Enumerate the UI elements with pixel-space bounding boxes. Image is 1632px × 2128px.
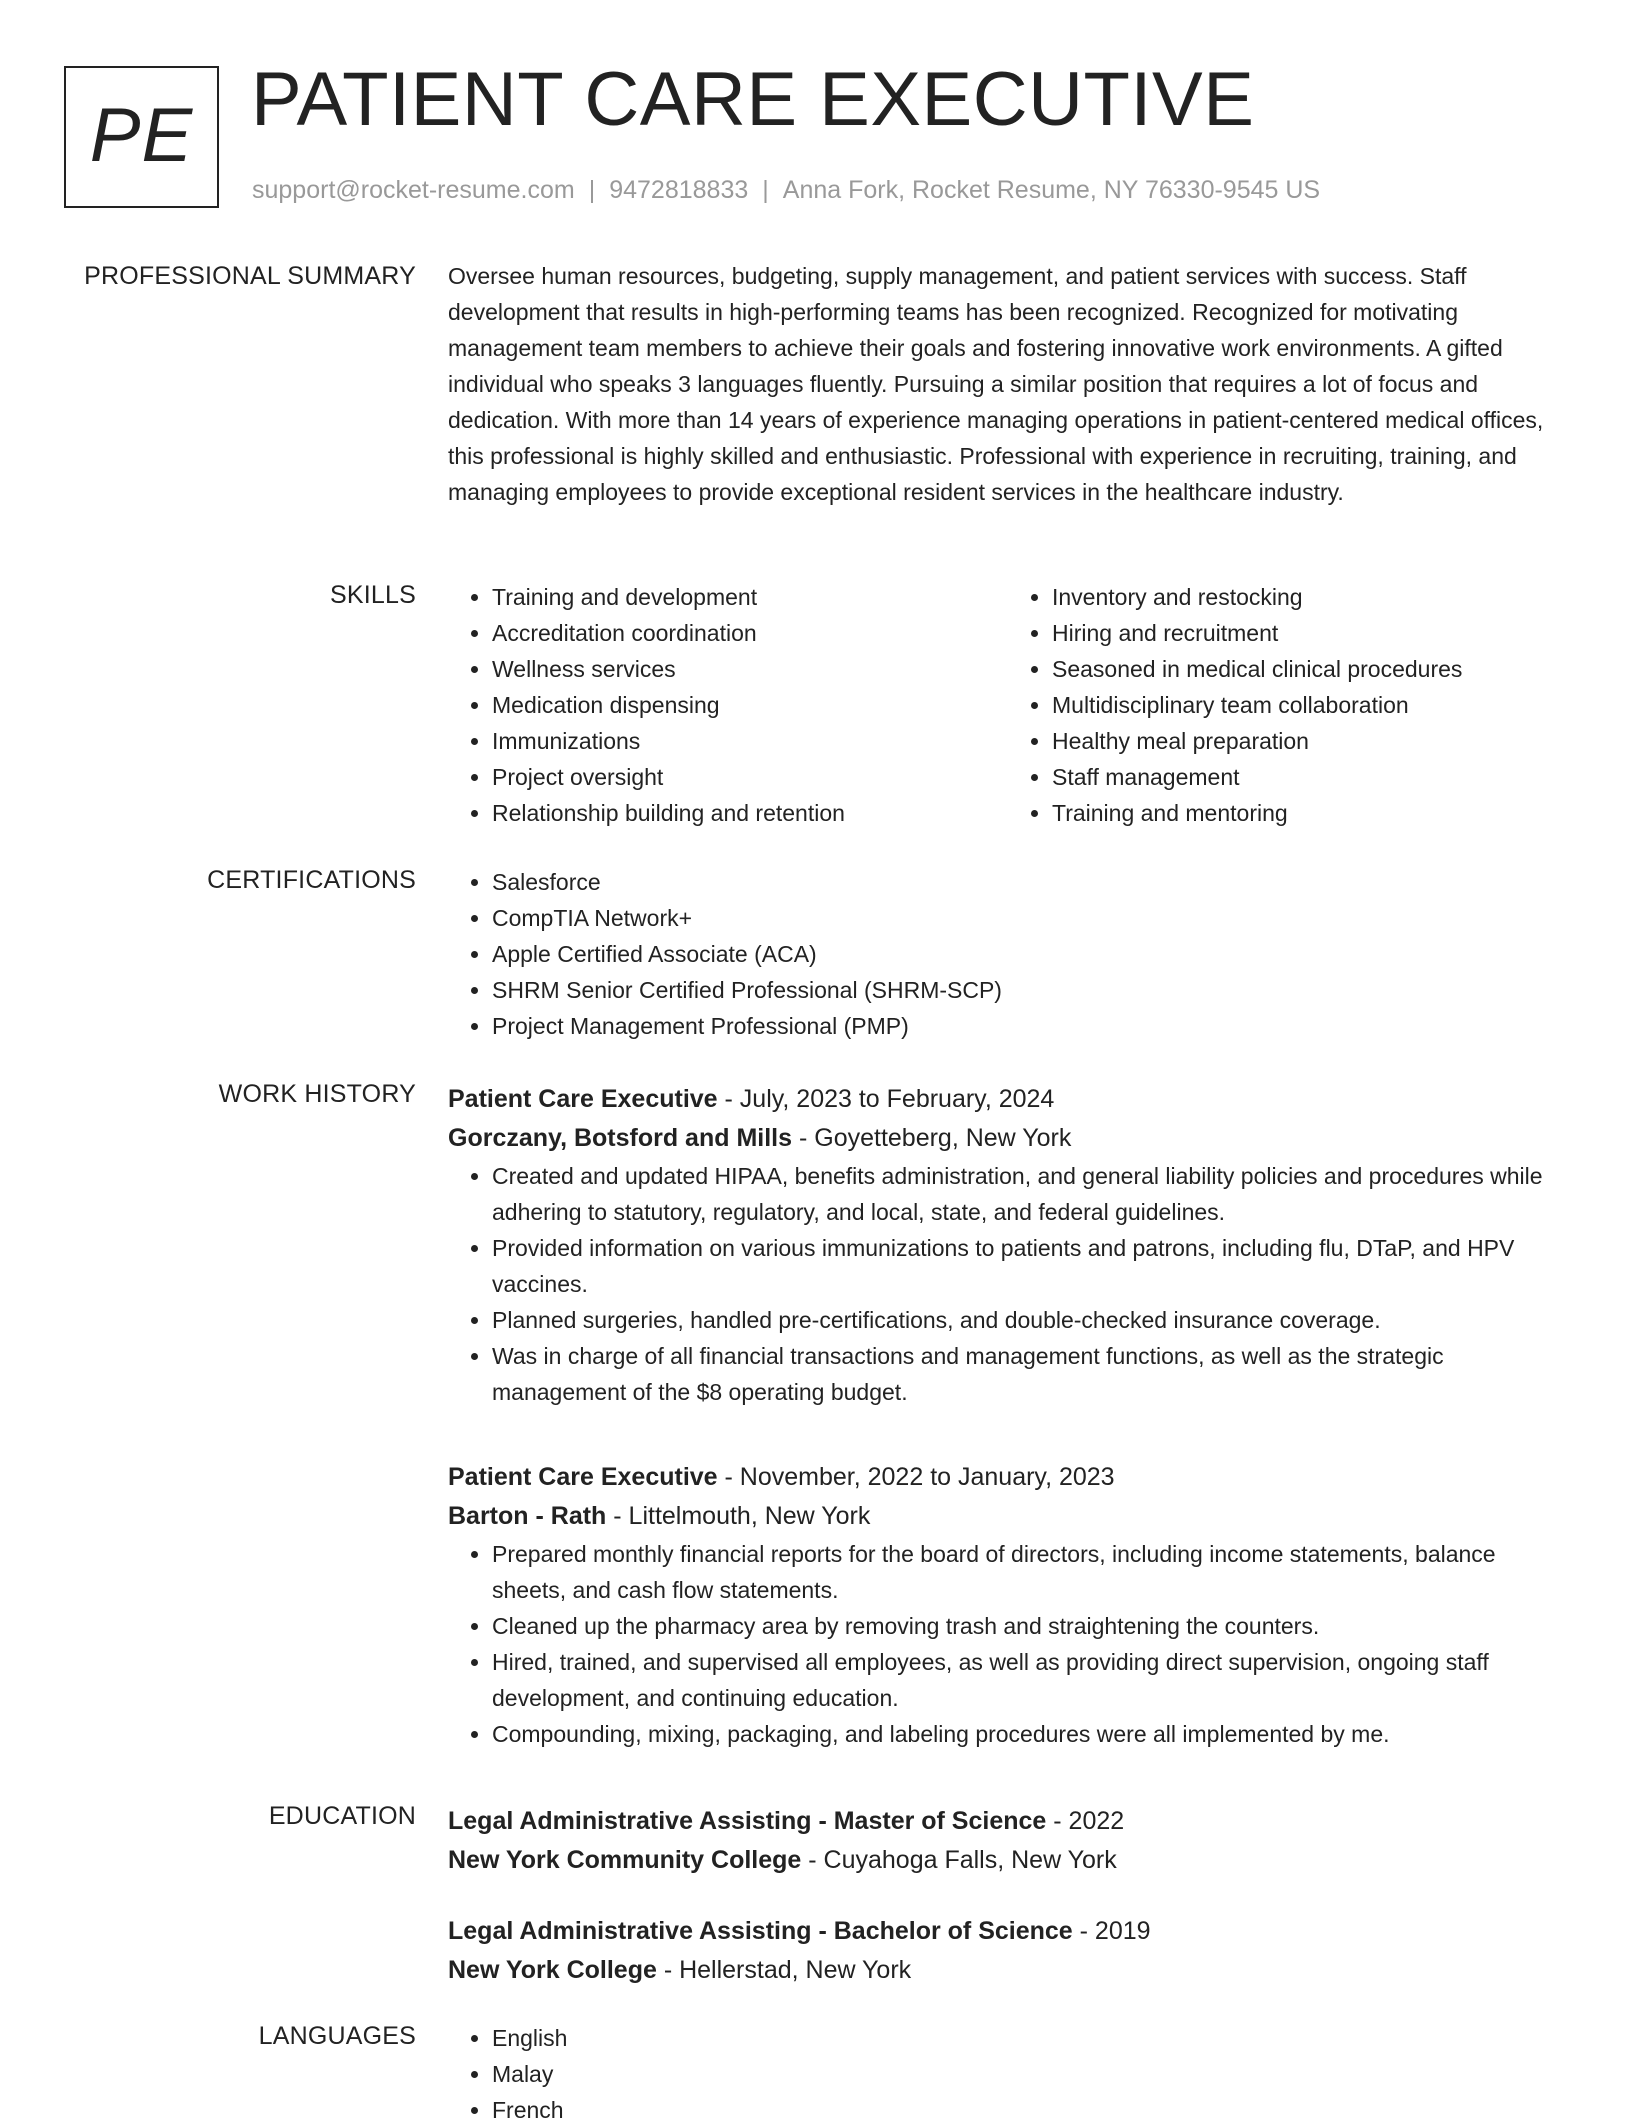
certifications-list xyxy=(448,864,1568,1044)
list-item: • French xyxy=(492,2092,1568,2128)
education-location: - Hellerstad, New York xyxy=(656,1956,912,1984)
list-item: • Compounding, mixing, packaging, and labeling procedures were all implemented by me. xyxy=(492,1716,1568,1752)
education-degree-line xyxy=(448,1912,1568,1951)
section-heading: SKILLS xyxy=(330,581,416,609)
list-item: • Hiring and recruitment xyxy=(1052,615,1568,651)
job-title-line xyxy=(448,1080,1568,1119)
education-school: New York Community College xyxy=(448,1846,802,1874)
list-item: • Multidisciplinary team collaboration xyxy=(1052,687,1568,723)
section-heading: EDUCATION xyxy=(268,1802,416,1830)
list-item: • Provided information on various immunizations to patients and patrons, including flu, DTaP, and HPV vaccines. xyxy=(492,1230,1568,1302)
section-content xyxy=(448,1802,1568,1990)
section-heading: WORK HISTORY xyxy=(218,1080,416,1108)
contact-email: support@rocket-resume.com xyxy=(252,176,575,204)
education-degree: Legal Administrative Assisting - Master of Science xyxy=(448,1807,1047,1835)
education-year: - 2019 xyxy=(1072,1917,1151,1945)
list-item: • Salesforce xyxy=(492,864,1568,900)
job-company: Barton - Rath xyxy=(448,1502,607,1530)
section-content xyxy=(448,864,1568,1044)
list-item: • Relationship building and retention xyxy=(492,795,1008,831)
list-item: • Project oversight xyxy=(492,759,1008,795)
job-company-line xyxy=(448,1497,1568,1536)
list-item: • Healthy meal preparation xyxy=(1052,723,1568,759)
list-item: • Apple Certified Associate (ACA) xyxy=(492,936,1568,972)
education-degree-line xyxy=(448,1802,1568,1841)
list-item: • Wellness services xyxy=(492,651,1008,687)
section-heading: PROFESSIONAL SUMMARY xyxy=(84,262,416,290)
list-item: • Created and updated HIPAA, benefits administration, and general liability policies and procedures while adhering to statutory, regulatory, and local, state, and federal guidelines. xyxy=(492,1158,1568,1230)
list-item: • SHRM Senior Certified Professional (SHRM-SCP) xyxy=(492,972,1568,1008)
list-item: • Malay xyxy=(492,2056,1568,2092)
section-content xyxy=(448,1458,1568,1752)
contact-separator: | xyxy=(588,176,596,204)
job-entry xyxy=(448,1080,1568,1410)
list-item: • Planned surgeries, handled pre-certifications, and double-checked insurance coverage. xyxy=(492,1302,1568,1338)
job-company: Gorczany, Botsford and Mills xyxy=(448,1124,793,1152)
section-heading: CERTIFICATIONS xyxy=(207,866,416,894)
section-content xyxy=(448,1080,1568,1410)
list-item: • Staff management xyxy=(1052,759,1568,795)
contact-separator: | xyxy=(762,176,769,204)
contact-address: Anna Fork, Rocket Resume, NY 76330-9545 US xyxy=(782,176,1321,204)
job-title: Patient Care Executive xyxy=(448,1085,718,1113)
education-school: New York College xyxy=(448,1956,657,1984)
list-item: • Immunizations xyxy=(492,723,1008,759)
list-item: • Training and development xyxy=(492,579,1008,615)
list-item: • Project Management Professional (PMP) xyxy=(492,1008,1568,1044)
section-heading: LANGUAGES xyxy=(258,2022,416,2050)
job-title: Patient Care Executive xyxy=(448,1463,718,1491)
job-entry xyxy=(448,1458,1568,1752)
education-location: - Cuyahoga Falls, New York xyxy=(801,1846,1117,1874)
list-item: • Hired, trained, and supervised all employees, as well as providing direct supervision, ongoing staff development, and continuing education. xyxy=(492,1644,1568,1716)
education-degree: Legal Administrative Assisting - Bachelor of Science xyxy=(448,1917,1073,1945)
job-dates: - July, 2023 to February, 2024 xyxy=(717,1085,1055,1113)
list-item: • Was in charge of all financial transactions and management functions, as well as the strategic management of the $8 operating budget. xyxy=(492,1338,1568,1410)
list-item: • Training and mentoring xyxy=(1052,795,1568,831)
job-dates: - November, 2022 to January, 2023 xyxy=(717,1463,1115,1491)
contact-line xyxy=(252,176,1320,205)
section-content xyxy=(448,258,1568,510)
education-school-line xyxy=(448,1841,1568,1880)
list-item: • Medication dispensing xyxy=(492,687,1008,723)
job-location: - Littelmouth, New York xyxy=(606,1502,871,1530)
job-bullets xyxy=(448,1536,1568,1752)
education-entry xyxy=(448,1912,1568,1990)
job-title-line xyxy=(448,1458,1568,1497)
contact-phone: 9472818833 xyxy=(609,176,749,204)
job-bullets xyxy=(448,1158,1568,1410)
list-item: • Inventory and restocking xyxy=(1052,579,1568,615)
job-location: - Goyetteberg, New York xyxy=(792,1124,1072,1152)
skills-columns xyxy=(448,579,1568,831)
job-company-line xyxy=(448,1119,1568,1158)
education-entry xyxy=(448,1802,1568,1880)
education-school-line xyxy=(448,1951,1568,1990)
education-year: - 2022 xyxy=(1046,1807,1125,1835)
skills-list-right xyxy=(1008,579,1568,831)
list-item: • Cleaned up the pharmacy area by removing trash and straightening the counters. xyxy=(492,1608,1568,1644)
list-item: • Accreditation coordination xyxy=(492,615,1008,651)
resume-title: PATIENT CARE EXECUTIVE xyxy=(251,57,1255,142)
list-item: • English xyxy=(492,2020,1568,2056)
summary-paragraph: Oversee human resources, budgeting, supply management, and patient services with success. Staff development that results in high-performing teams has been recognized. Recognized for motivating management team members to achieve their goals and fostering innovative work environments. A gifted individual who speaks 3 languages fluently. Pursuing a similar position that requires a lot of focus and dedication. With more than 14 years of experience managing operations in patient-centered medical offices, this professional is highly skilled and enthusiastic. Professional with experience in recruiting, training, and managing employees to provide exceptional resident services in the healthcare industry. xyxy=(448,263,1544,505)
skills-list-left xyxy=(448,579,1008,831)
list-item: • Prepared monthly financial reports for the board of directors, including income statements, balance sheets, and cash flow statements. xyxy=(492,1536,1568,1608)
monogram-logo xyxy=(64,66,219,208)
list-item: • Seasoned in medical clinical procedures xyxy=(1052,651,1568,687)
list-item: • CompTIA Network+ xyxy=(492,900,1568,936)
monogram-initials: PE xyxy=(89,92,194,178)
